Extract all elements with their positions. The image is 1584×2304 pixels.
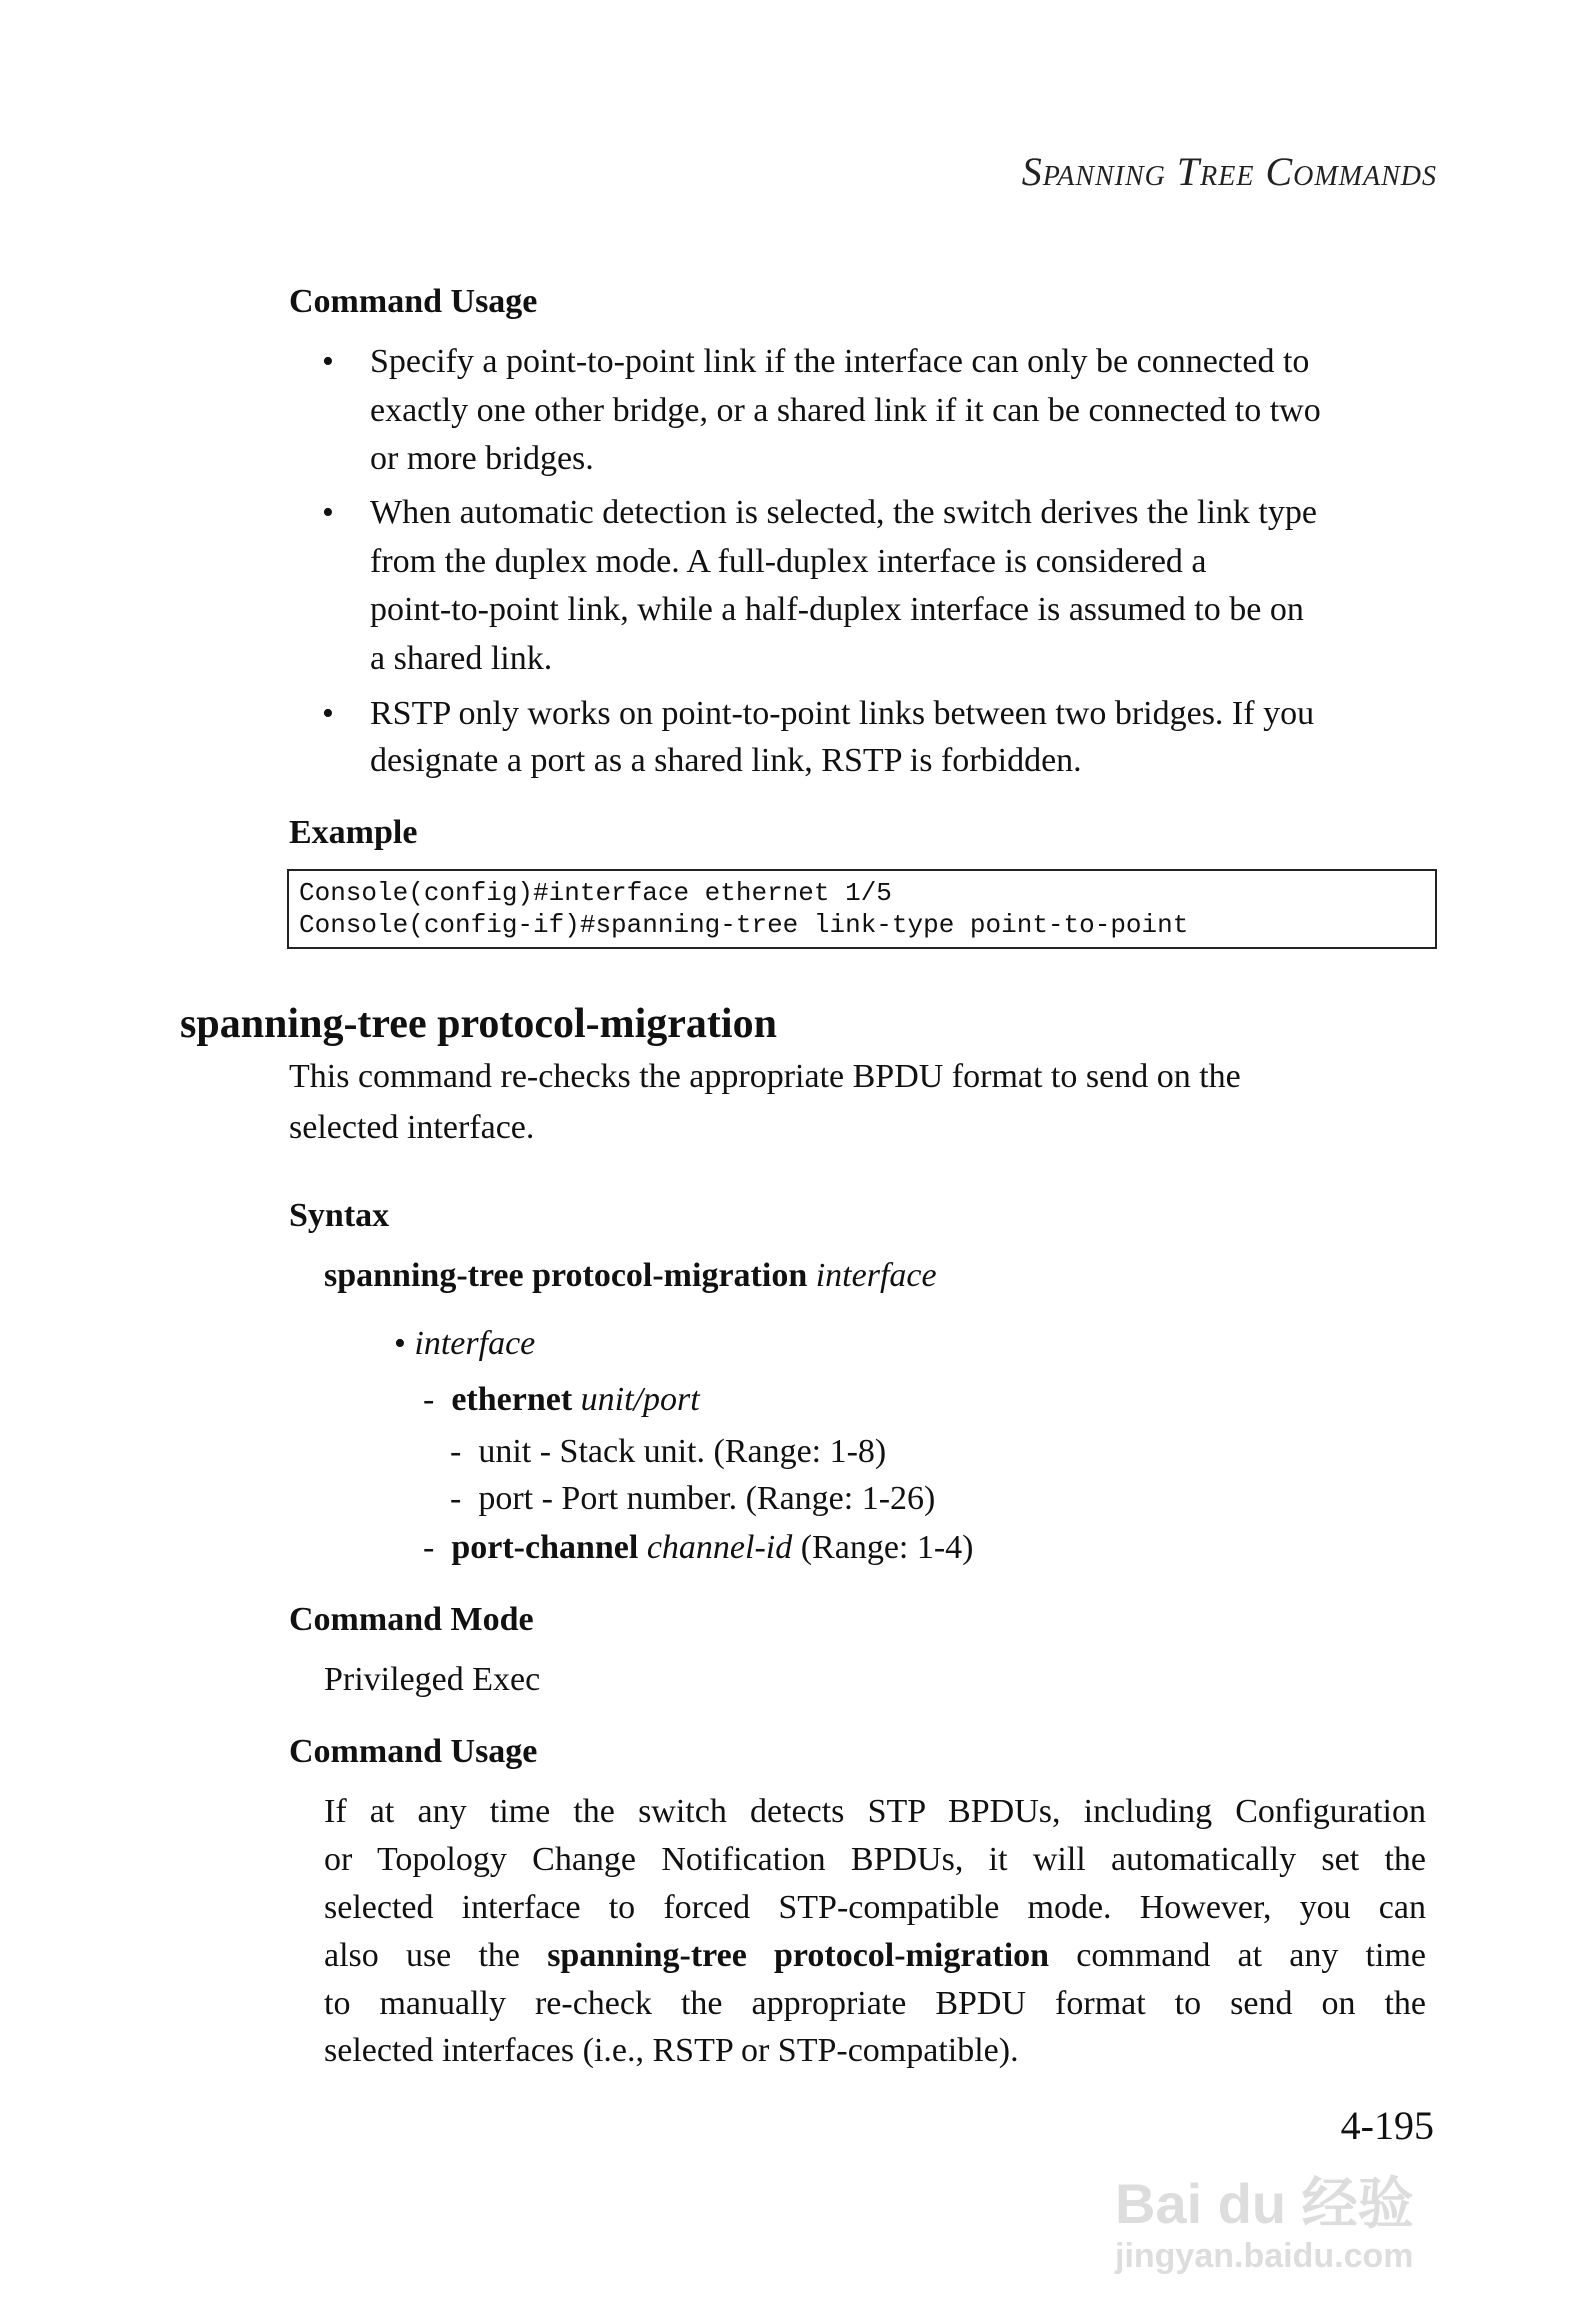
bullet-line: designate a port as a shared link, RSTP is forbidden. [370,742,1082,779]
ethernet-arg: unit/port [580,1381,700,1418]
ethernet-keyword: ethernet [451,1381,573,1418]
running-header: Spanning Tree Commands [1021,149,1437,194]
bullet-line: When automatic detection is selected, the switch derives the link type [370,494,1317,531]
bullet-line: exactly one other bridge, or a shared link if it can be connected to two [370,392,1321,429]
syntax-command: spanning-tree protocol-migration [324,1257,808,1294]
command-mode: Privileged Exec [324,1661,541,1698]
usage-line: to manually re-check the appropriate BPDU format to send on the [324,1985,1426,2022]
watermark-brand: Bai du 经验 [1115,2172,1414,2235]
syntax-line [324,1252,937,1300]
command-mode-heading: Command Mode [289,1601,534,1638]
section-title: spanning-tree protocol-migration [180,1001,777,1047]
usage-text: command at any time [1076,1937,1426,1974]
syntax-argument: interface [815,1257,937,1294]
usage-line: or Topology Change Notification BPDUs, it will automatically set the [324,1841,1426,1878]
intro-line: This command re-checks the appropriate BPDU format to send on the [289,1058,1241,1095]
command-usage-heading: Command Usage [289,283,538,320]
intro-line: selected interface. [289,1109,535,1146]
usage-line: selected interface to forced STP-compatible mode. However, you can [324,1889,1426,1926]
usage-line: If at any time the switch detects STP BPDUs, including Configuration [324,1793,1426,1830]
page-number: 4-195 [1340,2103,1434,2148]
code-example [287,869,1437,949]
param-name: interface [414,1325,536,1362]
unit-desc: unit - Stack unit. (Range: 1-8) [478,1433,887,1470]
example-heading: Example [289,814,418,851]
bullet-line: or more bridges. [370,440,594,477]
port-channel-arg: channel-id [646,1529,793,1566]
port-channel-option: - port-channel channel-id (Range: 1-4) [423,1529,974,1566]
bullet-line: from the duplex mode. A full-duplex interface is considered a [370,543,1207,580]
usage-text: also use the [324,1937,520,1974]
bullet-icon: • [322,695,334,732]
watermark-url: jingyan.baidu.com [1115,2237,1414,2275]
bullet-line: point-to-point link, while a half-duplex interface is assumed to be on [370,591,1304,628]
code-line: Console(config-if)#spanning-tree link-type point-to-point [299,910,1189,940]
param-item: • interface [394,1325,536,1362]
bullet-icon: • [322,494,334,531]
syntax-heading: Syntax [289,1197,390,1234]
usage-line: selected interfaces (i.e., RSTP or STP-compatible). [324,2032,1019,2069]
bullet-line: Specify a point-to-point link if the interface can only be connected to [370,343,1310,380]
baidu-watermark [1115,2172,1414,2276]
command-usage-heading-2: Command Usage [289,1733,538,1770]
bullet-line: a shared link. [370,640,553,677]
port-channel-range: (Range: 1-4) [800,1529,974,1566]
ethernet-option: - ethernet unit/port [423,1381,700,1418]
port-option: - port - Port number. (Range: 1-26) [450,1480,936,1517]
code-line: Console(config)#interface ethernet 1/5 [299,878,892,908]
inline-command: spanning-tree protocol-migration [547,1937,1050,1974]
bullet-icon: • [322,343,334,380]
usage-line [324,1932,1426,1980]
unit-option: - unit - Stack unit. (Range: 1-8) [450,1433,887,1470]
bullet-line: RSTP only works on point-to-point links between two bridges. If you [370,695,1315,732]
port-channel-keyword: port-channel [451,1529,639,1566]
port-desc: port - Port number. (Range: 1-26) [478,1480,936,1517]
